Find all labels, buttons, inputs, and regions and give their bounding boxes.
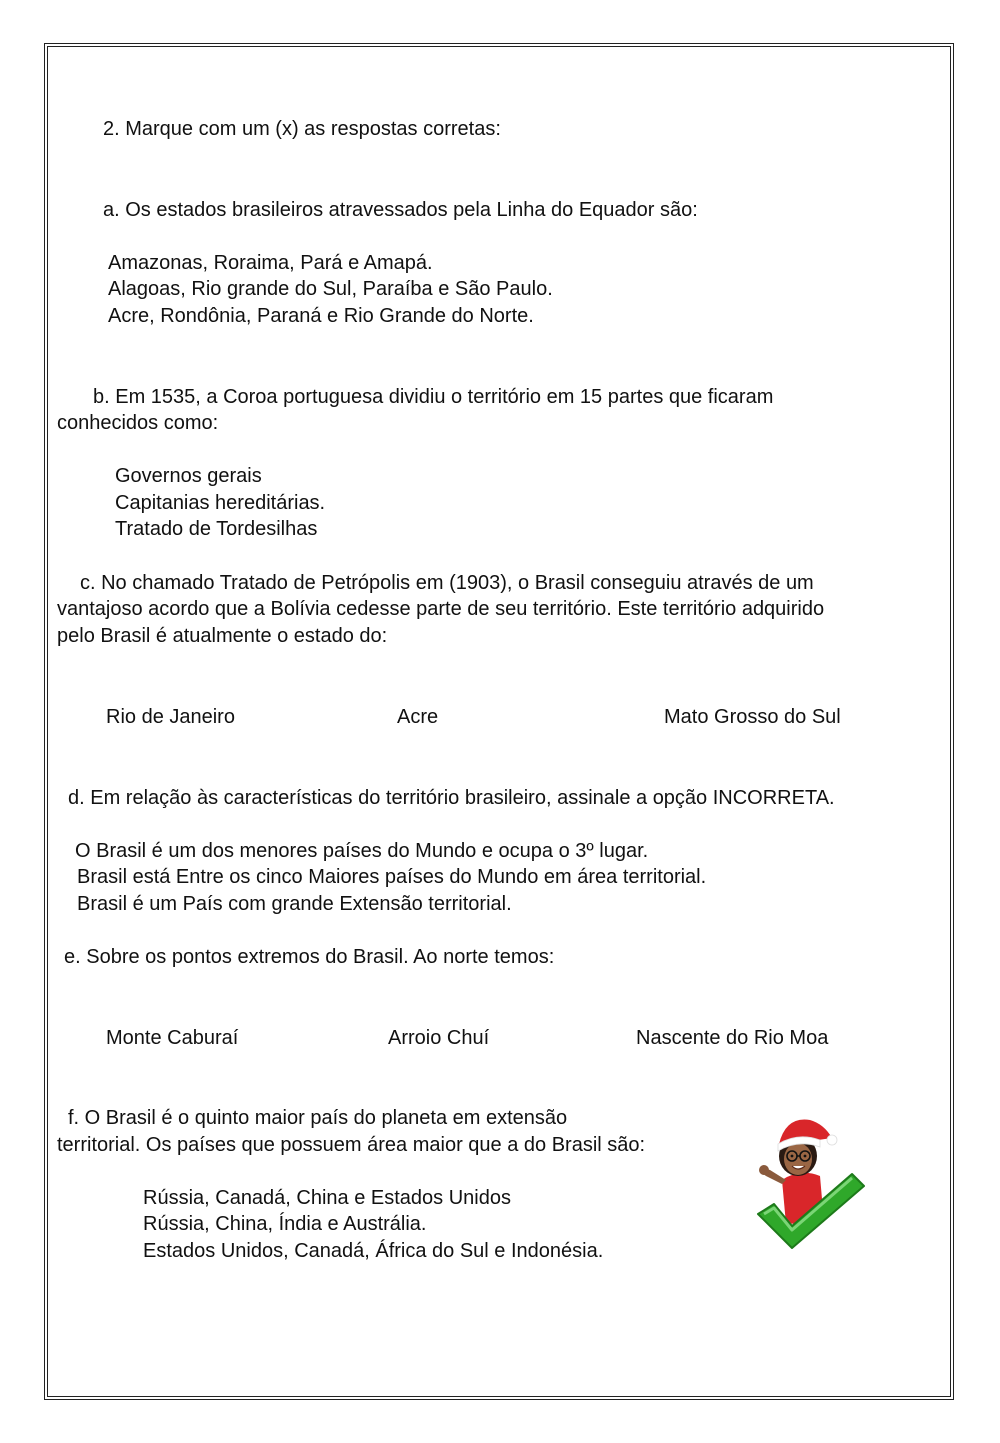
question-a-option-1[interactable]: Amazonas, Roraima, Pará e Amapá. [108, 252, 433, 274]
question-c-option-3[interactable]: Mato Grosso do Sul [664, 706, 841, 728]
question-b-option-1[interactable]: Governos gerais [115, 465, 262, 487]
question-f-option-3[interactable]: Estados Unidos, Canadá, África do Sul e Indonésia. [143, 1240, 604, 1262]
question-d-option-1[interactable]: O Brasil é um dos menores países do Mundo e ocupa o 3º lugar. [75, 840, 649, 862]
question-c-option-2[interactable]: Acre [397, 706, 439, 728]
question-b-prompt-line2: conhecidos como: [57, 412, 219, 434]
question-d-prompt: d. Em relação às características do território brasileiro, assinale a opção INCORRETA. [68, 787, 835, 809]
question-c-prompt-line1: c. No chamado Tratado de Petrópolis em (1903), o Brasil conseguiu através de um [80, 572, 814, 594]
mascot-thumb [759, 1165, 769, 1175]
question-b-option-2[interactable]: Capitanias hereditárias. [115, 492, 326, 514]
question-e-option-2[interactable]: Arroio Chuí [388, 1027, 490, 1049]
question-c-option-1[interactable]: Rio de Janeiro [106, 706, 235, 728]
question-c-prompt-line2: vantajoso acordo que a Bolívia cedesse parte de seu território. Este território adquirido [57, 598, 825, 620]
question-f-prompt-line1: f. O Brasil é o quinto maior país do planeta em extensão [68, 1107, 568, 1129]
question-b-option-3[interactable]: Tratado de Tordesilhas [115, 518, 318, 540]
question-a-prompt: a. Os estados brasileiros atravessados pela Linha do Equador são: [103, 199, 698, 221]
question-a-option-2[interactable]: Alagoas, Rio grande do Sul, Paraíba e São Paulo. [108, 278, 553, 300]
question-f-option-2[interactable]: Rússia, China, Índia e Austrália. [143, 1213, 427, 1235]
question-e-option-3[interactable]: Nascente do Rio Moa [636, 1027, 829, 1049]
exercise-title: 2. Marque com um (x) as respostas corretas: [103, 118, 501, 140]
question-e-prompt: e. Sobre os pontos extremos do Brasil. Ao norte temos: [64, 946, 555, 968]
question-a-option-3[interactable]: Acre, Rondônia, Paraná e Rio Grande do Norte. [108, 305, 534, 327]
question-c-prompt-line3: pelo Brasil é atualmente o estado do: [57, 625, 388, 647]
question-f-prompt-line2: territorial. Os países que possuem área maior que a do Brasil são: [57, 1134, 646, 1156]
question-b-prompt-line1: b. Em 1535, a Coroa portuguesa dividiu o território em 15 partes que ficaram [93, 386, 774, 408]
santa-hat-pompom [827, 1135, 837, 1145]
question-f-option-1[interactable]: Rússia, Canadá, China e Estados Unidos [143, 1187, 511, 1209]
question-d-option-3[interactable]: Brasil é um País com grande Extensão territorial. [77, 893, 512, 915]
question-e-option-1[interactable]: Monte Caburaí [106, 1027, 239, 1049]
santa-hat-avatar-with-checkmark-icon [752, 1110, 872, 1255]
question-d-option-2[interactable]: Brasil está Entre os cinco Maiores países do Mundo em área territorial. [77, 866, 707, 888]
